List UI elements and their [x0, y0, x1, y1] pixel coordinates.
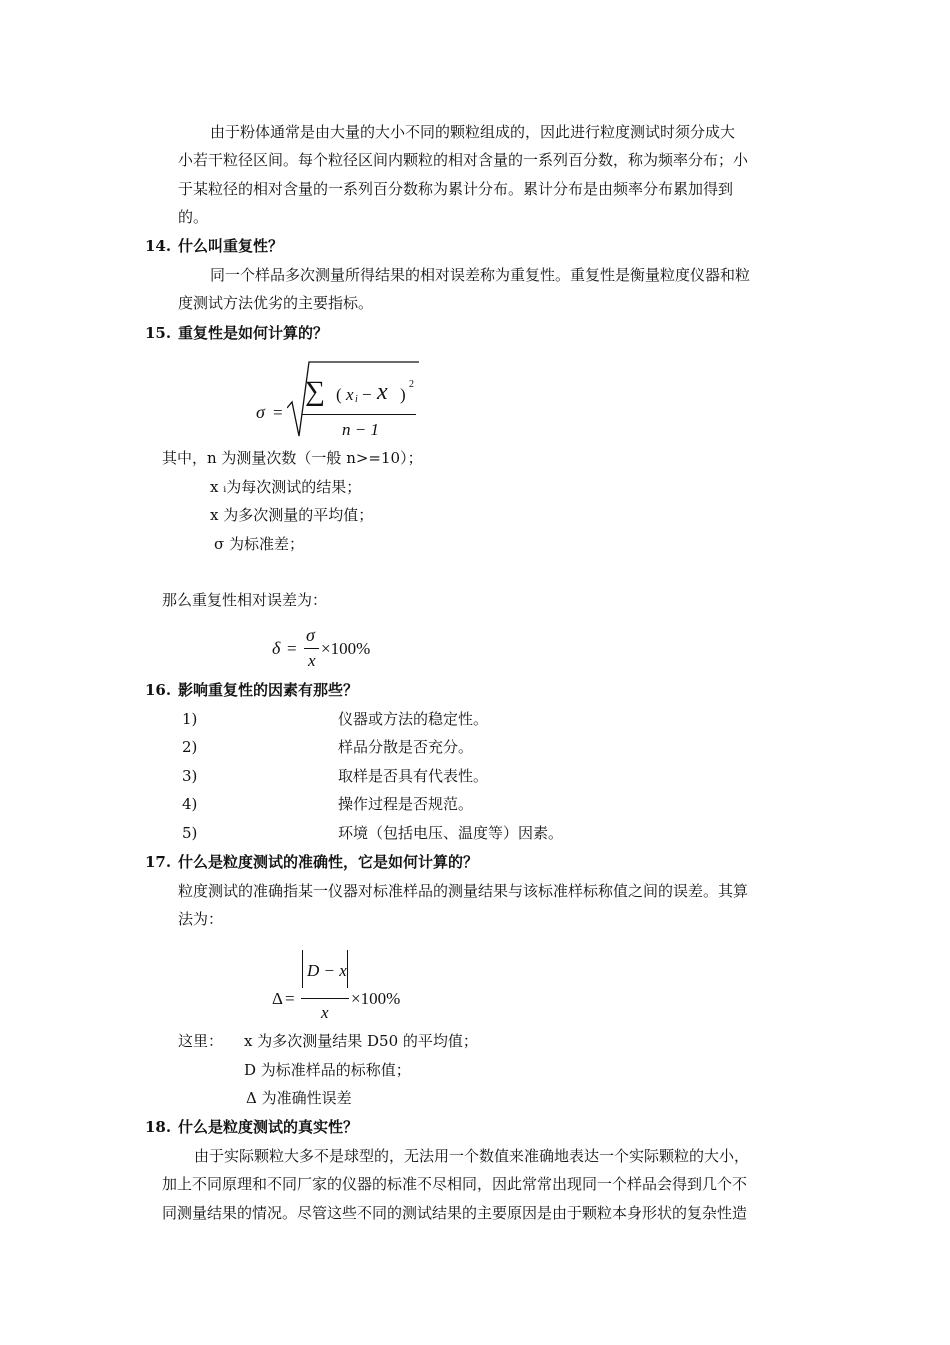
list-item-number: 4) — [182, 795, 198, 813]
definition-line: D 为标准样品的标称值； — [244, 1061, 411, 1079]
definition-line: x 为多次测量结果 D50 的平均值； — [244, 1032, 478, 1050]
definition-line: σ 为标准差； — [214, 535, 305, 553]
formula-equals: = — [273, 403, 283, 422]
formula-times-100: ×100% — [321, 639, 371, 658]
formula-lhs: δ — [272, 638, 281, 658]
paragraph-line: 同一个样品多次测量所得结果的相对误差称为重复性。重复性是衡量粒度仪器和粒 — [210, 266, 751, 284]
question-number: 18. — [145, 1118, 172, 1136]
question-number: 15. — [145, 324, 172, 342]
definition-line: 其中，n 为测量次数（一般 n>=10）； — [162, 449, 423, 467]
question-number: 17. — [145, 853, 172, 871]
paragraph-line: 粒度测试的准确指某一仪器对标准样品的测量结果与该标准样标称值之间的误差。其算 — [178, 882, 749, 900]
formula-lhs: Δ — [272, 989, 283, 1008]
question-title: 什么叫重复性？ — [178, 237, 284, 255]
paragraph-line: 于某粒径的相对含量的一系列百分数称为累计分布。累计分布是由频率分布累加得到 — [178, 180, 734, 198]
paragraph-line: 的。 — [178, 208, 209, 226]
question-title: 什么是粒度测试的真实性？ — [178, 1118, 359, 1136]
question-title: 什么是粒度测试的准确性，它是如何计算的？ — [178, 853, 479, 871]
list-item-text: 取样是否具有代表性。 — [338, 767, 489, 785]
list-item-number: 5) — [182, 824, 198, 842]
list-item-text: 样品分散是否充分。 — [338, 738, 474, 756]
minus-sign: − — [362, 385, 372, 404]
abs-bar-left — [302, 950, 303, 988]
formula-denominator: x — [321, 1003, 329, 1022]
fraction-bar — [304, 648, 319, 649]
x-mean: x — [377, 379, 388, 405]
paragraph-line: 度测试方法优劣的主要指标。 — [178, 294, 374, 312]
paragraph-line: 加上不同原理和不同厂家的仪器的标准不尽相同，因此常常出现同一个样品会得到几个不 — [162, 1175, 748, 1193]
subscript-i: i — [355, 394, 358, 405]
exponent-2: 2 — [409, 379, 414, 390]
list-item-text: 环境（包括电压、温度等）因素。 — [338, 824, 564, 842]
definition-label: 这里： — [178, 1032, 224, 1050]
fraction-bar — [301, 998, 349, 999]
list-item-text: 仪器或方法的稳定性。 — [338, 710, 489, 728]
question-title: 重复性是如何计算的？ — [178, 324, 329, 342]
paragraph-line: 由于粉体通常是由大量的大小不同的颗粒组成的，因此进行粒度测试时须分成大 — [210, 123, 736, 141]
definition-line: Δ 为准确性误差 — [246, 1089, 352, 1107]
paren-close: ) — [400, 385, 406, 404]
paragraph-line: 小若干粒径区间。每个粒径区间内颗粒的相对含量的一系列百分数，称为频率分布；小 — [178, 151, 749, 169]
formula-denominator: x — [308, 651, 316, 670]
formula-equals: = — [287, 639, 297, 658]
x-i: x — [346, 385, 354, 404]
formula-lhs: σ — [256, 402, 265, 422]
abs-bar-right — [347, 950, 348, 988]
list-item-number: 1) — [182, 710, 198, 728]
paragraph-line: 法为： — [178, 910, 224, 928]
paragraph-line: 同测量结果的情况。尽管这些不同的测试结果的主要原因是由于颗粒本身形状的复杂性造 — [162, 1204, 748, 1222]
sum-symbol: ∑ — [305, 376, 325, 407]
formula-denominator: n − 1 — [342, 420, 379, 439]
fraction-bar — [302, 414, 416, 415]
definition-line: x ᵢ为每次测试的结果； — [210, 478, 362, 496]
list-item-text: 操作过程是否规范。 — [338, 795, 474, 813]
formula-numerator: σ — [306, 625, 315, 645]
definition-line: x 为多次测量的平均值； — [210, 506, 374, 524]
paragraph-line: 由于实际颗粒大多不是球型的，无法用一个数值来准确地表达一个实际颗粒的大小， — [194, 1147, 750, 1165]
formula-times-100: ×100% — [351, 989, 401, 1008]
formula-numerator: D − x — [307, 961, 347, 980]
formula-equals: = — [285, 989, 295, 1008]
question-number: 16. — [145, 681, 172, 699]
list-item-number: 3) — [182, 767, 198, 785]
question-number: 14. — [145, 237, 172, 255]
list-item-number: 2) — [182, 738, 198, 756]
question-title: 影响重复性的因素有那些？ — [178, 681, 359, 699]
paren-open: ( — [336, 385, 342, 404]
paragraph-line: 那么重复性相对误差为： — [162, 591, 328, 609]
